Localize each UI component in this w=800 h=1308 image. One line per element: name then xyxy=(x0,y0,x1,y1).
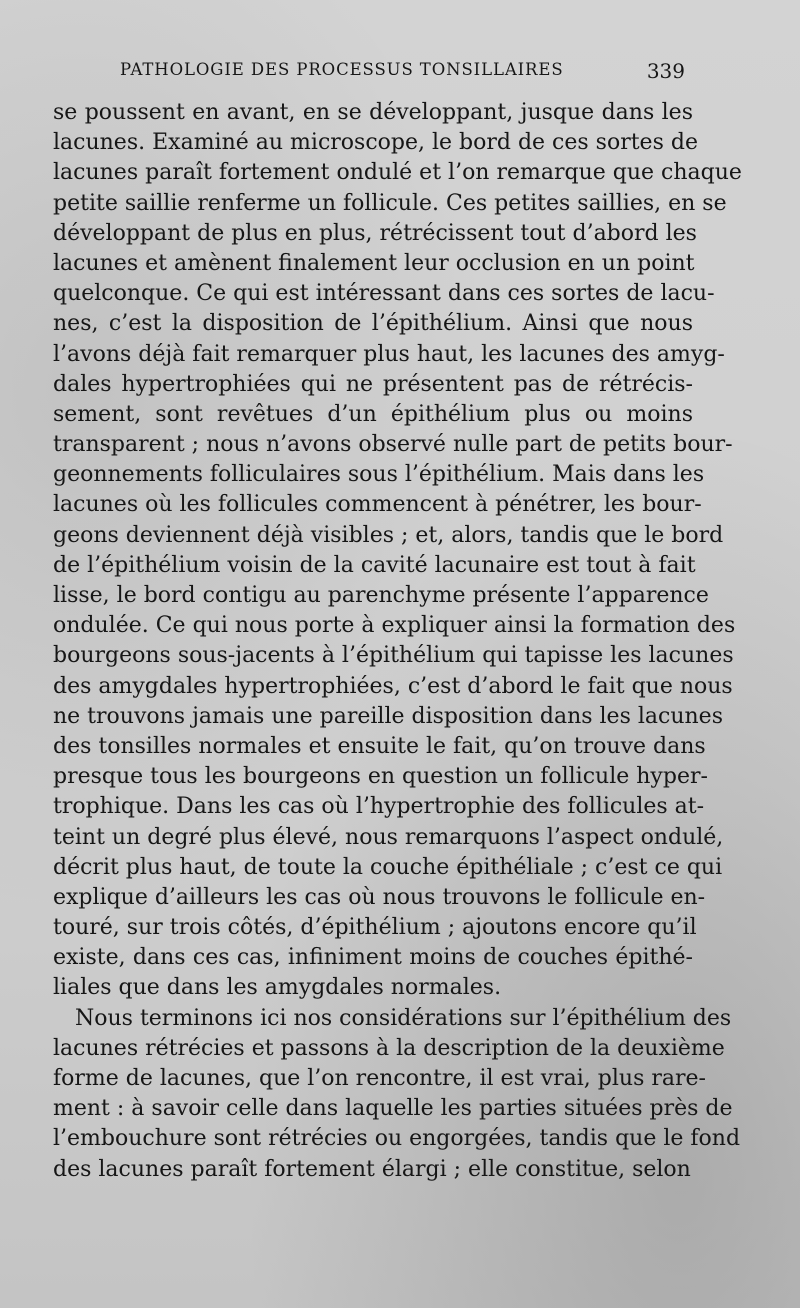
text-line: dales hypertrophiées qui ne présentent pas de rétrécis- xyxy=(53,371,693,397)
paragraph xyxy=(53,1004,741,1185)
text-line: lacunes paraît fortement ondulé et l’on remarque que chaque xyxy=(53,160,742,186)
text-line: des lacunes paraît fortement élargi ; elle constitue, selon xyxy=(53,1156,691,1182)
text-line: des amygdales hypertrophiées, c’est d’abord le fait que nous xyxy=(53,673,733,699)
text-line: se poussent en avant, en se développant, jusque dans les xyxy=(53,100,693,125)
text-line: lacunes et amènent finalement leur occlusion en un point xyxy=(53,250,695,276)
text-line: ondulée. Ce qui nous porte à expliquer ainsi la formation des xyxy=(53,613,736,639)
text-line: nes, c’est la disposition de l’épithélium. Ainsi que nous xyxy=(53,311,693,337)
text-line: existe, dans ces cas, infiniment moins de couches épithé- xyxy=(53,945,693,971)
text-line: lacunes. Examiné au microscope, le bord de ces sortes de xyxy=(53,130,698,156)
text-line: lisse, le bord contigu au parenchyme présente l’apparence xyxy=(53,583,709,608)
text-line: développant de plus en plus, rétrécissent tout d’abord les xyxy=(53,220,697,246)
text-line: explique d’ailleurs les cas où nous trouvons le follicule en- xyxy=(53,884,706,910)
running-title: PATHOLOGIE DES PROCESSUS TONSILLAIRES xyxy=(120,60,564,79)
page-number: 339 xyxy=(646,59,685,83)
text-line: quelconque. Ce qui est intéressant dans ces sortes de lacu- xyxy=(53,281,715,307)
text-line: sement, sont revêtues d’un épithélium plus ou moins xyxy=(53,401,693,427)
text-line: lacunes où les follicules commencent à pénétrer, les bour- xyxy=(53,492,702,518)
text-line: Nous terminons ici nos considérations sur l’épithélium des xyxy=(75,1005,732,1031)
text-line: geonnements folliculaires sous l’épithélium. Mais dans les xyxy=(53,462,705,488)
text-line: geons deviennent déjà visibles ; et, alors, tandis que le bord xyxy=(53,522,724,548)
text-line: trophique. Dans les cas où l’hypertrophie des follicules at- xyxy=(53,794,705,820)
text-line: transparent ; nous n’avons observé nulle part de petits bour- xyxy=(53,432,733,458)
text-line: liales que dans les amygdales normales. xyxy=(53,975,502,1001)
text-line: de l’épithélium voisin de la cavité lacunaire est tout à fait xyxy=(53,552,696,578)
text-line: touré, sur trois côtés, d’épithélium ; ajoutons encore qu’il xyxy=(53,915,697,941)
text-line: ment : à savoir celle dans laquelle les parties situées près de xyxy=(53,1096,733,1122)
text-line: des tonsilles normales et ensuite le fait, qu’on trouve dans xyxy=(53,733,706,759)
text-line: presque tous les bourgeons en question un follicule hyper- xyxy=(53,764,708,790)
text-line: teint un degré plus élevé, nous remarquons l’aspect ondulé, xyxy=(53,824,724,850)
running-head xyxy=(120,60,685,90)
text-line: l’avons déjà fait remarquer plus haut, les lacunes des amyg- xyxy=(53,341,725,367)
body-text xyxy=(53,98,742,1185)
paragraph xyxy=(53,98,742,1004)
text-line: ne trouvons jamais une pareille disposition dans les lacunes xyxy=(53,703,723,729)
text-line: l’embouchure sont rétrécies ou engorgées, tandis que le fond xyxy=(53,1126,741,1152)
text-line: petite saillie renferme un follicule. Ces petites saillies, en se xyxy=(53,190,727,216)
text-line: lacunes rétrécies et passons à la description de la deuxième xyxy=(53,1035,725,1061)
text-line: bourgeons sous-jacents à l’épithélium qui tapisse les lacunes xyxy=(53,643,734,669)
text-line: forme de lacunes, que l’on rencontre, il est vrai, plus rare- xyxy=(53,1066,706,1091)
text-line: décrit plus haut, de toute la couche épithéliale ; c’est ce qui xyxy=(53,854,723,880)
